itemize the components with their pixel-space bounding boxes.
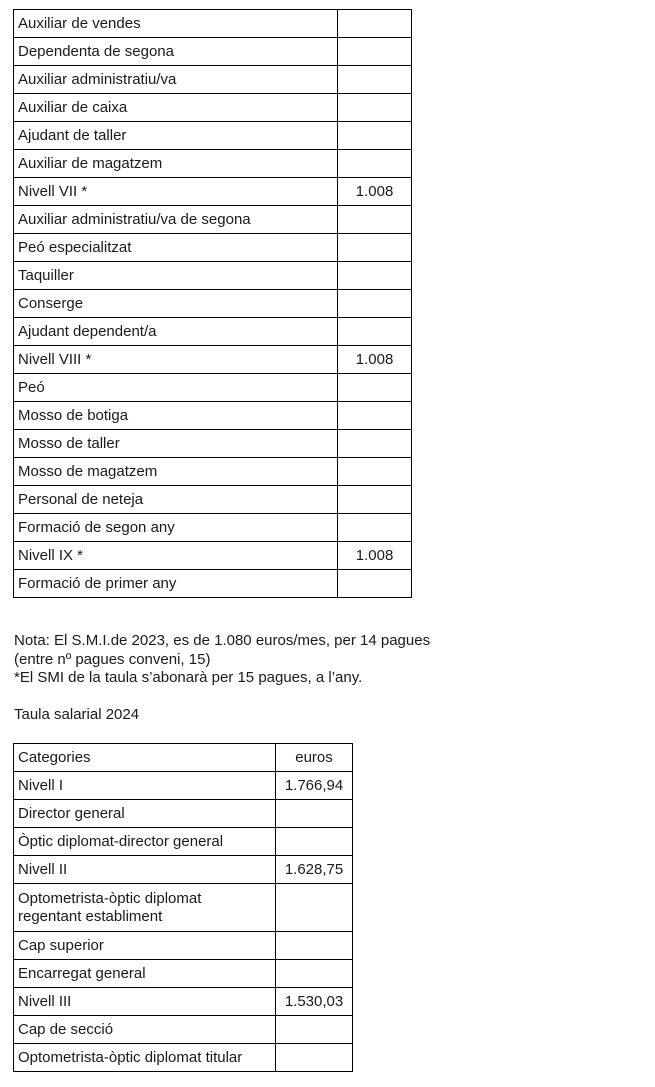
category-cell: Personal de neteja xyxy=(14,486,338,514)
table-row xyxy=(14,772,353,800)
table-row xyxy=(14,932,353,960)
table-row xyxy=(14,346,412,374)
category-cell: Nivell IX * xyxy=(14,542,338,570)
category-cell: Encarregat general xyxy=(14,960,276,988)
amount-cell: 1.008 xyxy=(338,542,412,570)
table-row xyxy=(14,262,412,290)
table-row xyxy=(14,960,353,988)
amount-cell xyxy=(276,960,353,988)
category-cell: Nivell VIII * xyxy=(14,346,338,374)
salary-table-2024 xyxy=(13,743,353,1072)
amount-cell: 1.766,94 xyxy=(276,772,353,800)
table-row xyxy=(14,828,353,856)
category-cell: Conserge xyxy=(14,290,338,318)
category-cell: Peó xyxy=(14,374,338,402)
note-block xyxy=(14,632,614,688)
table-row xyxy=(14,374,412,402)
amount-cell xyxy=(338,206,412,234)
amount-cell xyxy=(276,884,353,932)
amount-cell xyxy=(338,374,412,402)
salary-table-2024-heading: Taula salarial 2024 xyxy=(14,706,140,723)
table-row xyxy=(14,38,412,66)
table-row xyxy=(14,988,353,1016)
amount-cell xyxy=(338,486,412,514)
table-row xyxy=(14,514,412,542)
category-cell: Cap superior xyxy=(14,932,276,960)
amount-cell xyxy=(338,94,412,122)
category-cell: Dependenta de segona xyxy=(14,38,338,66)
note-line-1: Nota: El S.M.I.de 2023, es de 1.080 euros/mes, per 14 pagues xyxy=(14,632,431,649)
category-cell: Mosso de botiga xyxy=(14,402,338,430)
table-row xyxy=(14,570,412,598)
category-cell: Nivell II xyxy=(14,856,276,884)
table-row xyxy=(14,10,412,38)
amount-cell: 1.628,75 xyxy=(276,856,353,884)
category-cell: Optometrista-òptic diplomat titular xyxy=(14,1044,276,1072)
amount-cell xyxy=(276,932,353,960)
table-row xyxy=(14,318,412,346)
amount-cell xyxy=(338,10,412,38)
amount-cell xyxy=(338,234,412,262)
category-cell: Nivell I xyxy=(14,772,276,800)
category-cell: Auxiliar de magatzem xyxy=(14,150,338,178)
amount-cell: 1.008 xyxy=(338,346,412,374)
salary-table-continued xyxy=(13,9,412,598)
category-cell: Ajudant de taller xyxy=(14,122,338,150)
amount-cell xyxy=(338,570,412,598)
table-row xyxy=(14,800,353,828)
amount-cell: 1.008 xyxy=(338,178,412,206)
category-cell: Categories xyxy=(14,744,276,772)
table-row xyxy=(14,206,412,234)
amount-cell xyxy=(276,828,353,856)
amount-cell xyxy=(338,402,412,430)
table-row xyxy=(14,1016,353,1044)
category-cell: Formació de segon any xyxy=(14,514,338,542)
category-cell: Taquiller xyxy=(14,262,338,290)
table-row xyxy=(14,402,412,430)
category-cell: Òptic diplomat-director general xyxy=(14,828,276,856)
category-cell: Formació de primer any xyxy=(14,570,338,598)
category-cell: Auxiliar de caixa xyxy=(14,94,338,122)
amount-cell xyxy=(338,458,412,486)
amount-cell xyxy=(276,800,353,828)
salary-table-2024-body xyxy=(14,744,353,1072)
table-row xyxy=(14,486,412,514)
amount-cell xyxy=(338,290,412,318)
table-row xyxy=(14,94,412,122)
table-row xyxy=(14,542,412,570)
amount-cell xyxy=(338,262,412,290)
category-cell: Mosso de taller xyxy=(14,430,338,458)
table-row xyxy=(14,458,412,486)
category-cell: Mosso de magatzem xyxy=(14,458,338,486)
note-line-3: *El SMI de la taula s’abonarà per 15 pagues, a l’any. xyxy=(14,669,363,686)
table-row xyxy=(14,234,412,262)
category-cell: Optometrista-òptic diplomat regentant establiment xyxy=(14,884,276,932)
category-cell: Peó especialitzat xyxy=(14,234,338,262)
note-line-2: (entre nº pagues conveni, 15) xyxy=(14,650,211,668)
table-row xyxy=(14,884,353,932)
salary-table-continued-body xyxy=(14,10,412,598)
amount-cell xyxy=(276,1044,353,1072)
amount-cell xyxy=(338,150,412,178)
category-cell: Cap de secció xyxy=(14,1016,276,1044)
table-row xyxy=(14,178,412,206)
table-row xyxy=(14,290,412,318)
amount-cell: euros xyxy=(276,744,353,772)
table-row xyxy=(14,66,412,94)
amount-cell xyxy=(338,66,412,94)
amount-cell xyxy=(338,514,412,542)
category-cell: Auxiliar de vendes xyxy=(14,10,338,38)
category-cell: Auxiliar administratiu/va de segona xyxy=(14,206,338,234)
category-cell: Auxiliar administratiu/va xyxy=(14,66,338,94)
table-row xyxy=(14,122,412,150)
amount-cell xyxy=(338,38,412,66)
amount-cell xyxy=(338,318,412,346)
category-cell: Nivell VII * xyxy=(14,178,338,206)
table-row xyxy=(14,1044,353,1072)
amount-cell xyxy=(338,122,412,150)
table-row xyxy=(14,856,353,884)
amount-cell: 1.530,03 xyxy=(276,988,353,1016)
table-row xyxy=(14,744,353,772)
table-row xyxy=(14,150,412,178)
table-row xyxy=(14,430,412,458)
amount-cell xyxy=(276,1016,353,1044)
category-cell: Director general xyxy=(14,800,276,828)
amount-cell xyxy=(338,430,412,458)
category-cell: Ajudant dependent/a xyxy=(14,318,338,346)
category-cell: Nivell III xyxy=(14,988,276,1016)
